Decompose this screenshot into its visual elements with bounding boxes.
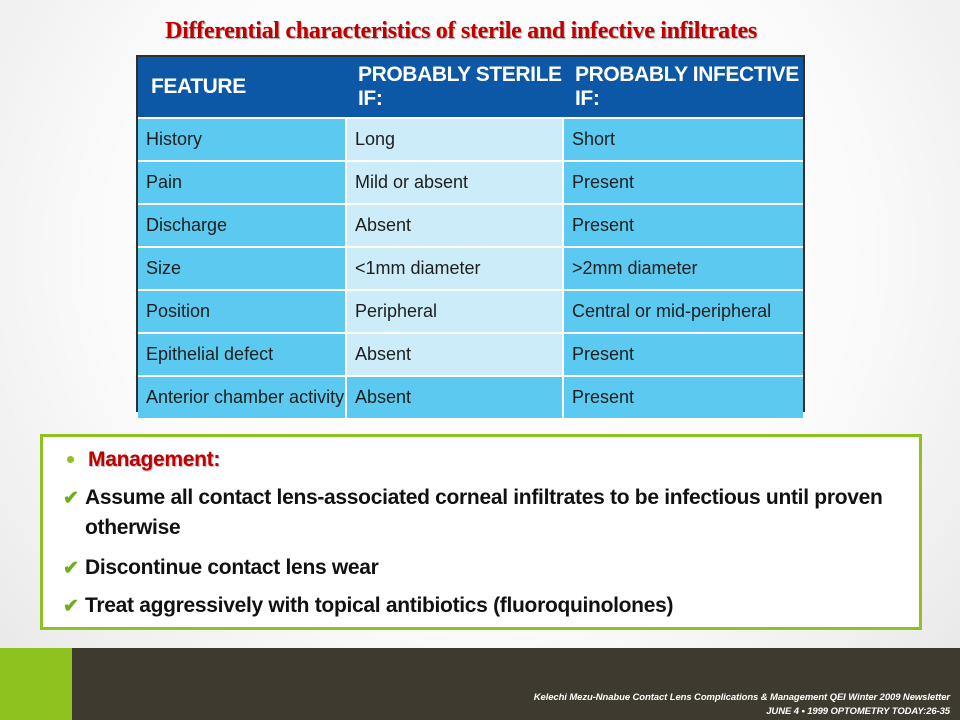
management-item-text: Treat aggressively with topical antibiotics (fluoroquinolones): [85, 594, 674, 617]
sterile-cell: Peripheral: [346, 290, 563, 333]
feature-cell: Discharge: [138, 204, 346, 247]
table-row: [138, 333, 803, 376]
infective-cell: Central or mid-peripheral: [563, 290, 803, 333]
table-header-row: [138, 57, 803, 118]
sterile-cell: Absent: [346, 204, 563, 247]
management-item: [63, 591, 673, 622]
management-box: [40, 434, 922, 630]
feature-cell: Epithelial defect: [138, 333, 346, 376]
slide-title: Differential characteristics of sterile and infective infiltrates: [165, 18, 757, 44]
table-row: [138, 247, 803, 290]
footer-bar: [0, 648, 960, 720]
header-sterile: PROBABLY STERILE IF:: [346, 57, 563, 118]
feature-cell: Position: [138, 290, 346, 333]
sterile-cell: Long: [346, 118, 563, 161]
infective-cell: Present: [563, 376, 803, 418]
footer-accent-block: [0, 648, 72, 720]
table-row: [138, 118, 803, 161]
management-item: [63, 483, 883, 543]
infective-cell: >2mm diameter: [563, 247, 803, 290]
sterile-cell: Absent: [346, 333, 563, 376]
infective-cell: Present: [563, 204, 803, 247]
feature-cell: Size: [138, 247, 346, 290]
management-item: [63, 553, 379, 584]
table-row: [138, 376, 803, 418]
bullet-dot-icon: [67, 456, 74, 463]
sterile-cell: Absent: [346, 376, 563, 418]
header-feature: FEATURE: [138, 57, 346, 118]
sterile-cell: <1mm diameter: [346, 247, 563, 290]
infective-cell: Short: [563, 118, 803, 161]
sterile-cell: Mild or absent: [346, 161, 563, 204]
citation-line-2: JUNE 4 • 1999 OPTOMETRY TODAY:26-35: [766, 706, 950, 717]
feature-cell: Anterior chamber activity: [138, 376, 346, 418]
checkmark-icon: ✔: [63, 596, 79, 617]
management-item-text: Discontinue contact lens wear: [85, 556, 379, 579]
feature-cell: Pain: [138, 161, 346, 204]
checkmark-icon: ✔: [63, 558, 79, 579]
table-row: [138, 290, 803, 333]
comparison-table: [136, 55, 805, 412]
checkmark-icon: ✔: [63, 488, 79, 509]
infective-cell: Present: [563, 161, 803, 204]
citation-line-1: Kelechi Mezu-Nnabue Contact Lens Complications & Management QEI Winter 2009 Newsletter: [533, 692, 950, 703]
table-row: [138, 161, 803, 204]
management-heading-line: [63, 445, 220, 475]
table-row: [138, 204, 803, 247]
header-infective: PROBABLY INFECTIVE IF:: [563, 57, 803, 118]
feature-cell: History: [138, 118, 346, 161]
management-heading: Management:: [88, 448, 221, 471]
infective-cell: Present: [563, 333, 803, 376]
management-item-text: Assume all contact lens-associated corneal infiltrates to be infectious until proven otherwise: [85, 486, 883, 539]
